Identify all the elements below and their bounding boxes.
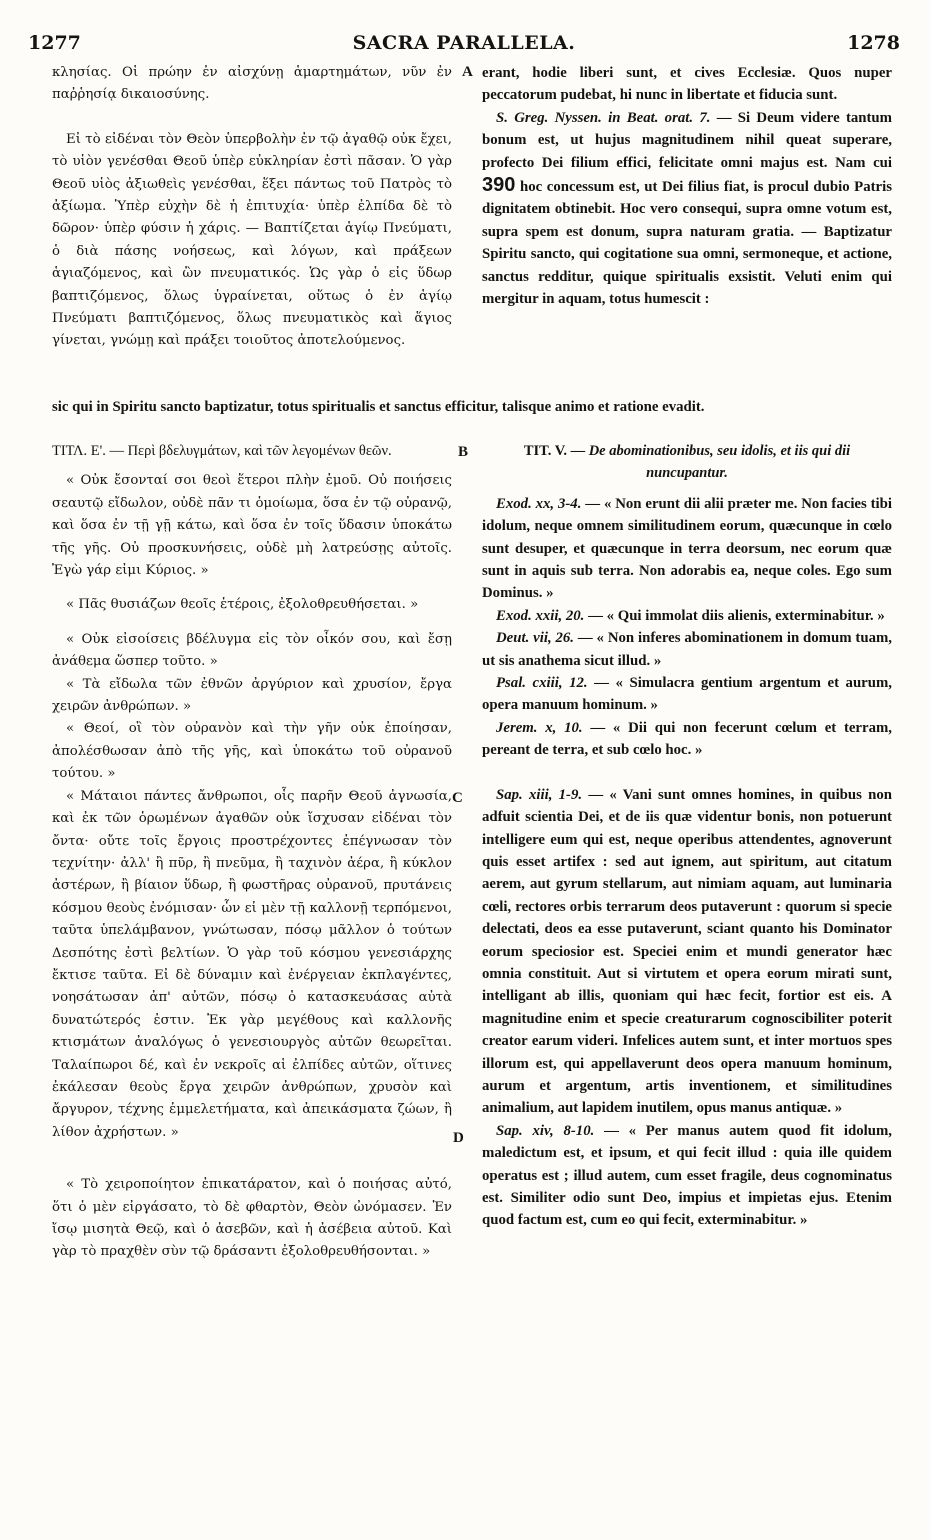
latin-quote [482, 717, 892, 762]
running-title: SACRA PARALLELA. [352, 32, 576, 54]
latin-text: — « Dii qui non fecerunt cœlum et terram, pereant de terra, et sub cœlo hoc. » [482, 719, 892, 759]
scripture-reference: Deut. vii, 26. [496, 630, 575, 647]
latin-quote [482, 672, 892, 717]
page-number-left: 1277 [28, 32, 81, 54]
greek-quote: « Μάταιοι πάντες ἄνθρωποι, οἷς παρῆν Θεοῦ ἀγνωσία, καὶ ἐκ τῶν ὁρωμένων ἀγαθῶν οὐκ ἴσχυσαν εἰδέναι τὸν ὄντα· οὔτε τοῖς ἔργοις προστρέχοντες ἐπέγνωσαν τὸν τεχνίτην· ἀλλ' ἢ πῦρ, ἢ πνεῦμα, ἢ ταχινὸν ἀέρα, ἢ κύκλον ἀστέρων, ἢ βίαιον ὕδωρ, ἢ φωστῆρας οὐρανοῦ, πρυτάνεις κόσμου θεοὺς ἐνόμισαν· ὧν εἰ μὲν τῇ καλλονῇ τερπόμενοι, ταῦτα ὑπελάμβανον, γνώτωσαν, πόσῳ μᾶλλον ὁ τούτων Δεσπότης ἐστὶ βελτίων. Ὁ γὰρ τοῦ κόσμου γενεσιάρχης ἔκτισε ταῦτα. Εἰ δὲ δύναμιν καὶ ἐνέργειαν ἐκπλαγέντες, νοησάτωσαν ἀπ' αὐτῶν, πόσῳ ὁ κατασκευάσας αὐτὰ δυνατώτερός ἐστιν. Ἐκ γὰρ μεγέθους καὶ καλλονῆς κτισμάτων ἀναλόγως ὁ γενεσιουργὸς αὐτῶν θεωρεῖται. Ταλαίπωροι δέ, καὶ ἐν νεκροῖς αἱ ἐλπίδες αὐτῶν, οἵτινες ἐκάλεσαν θεοὺς ἔργα χειρῶν ἀνθρώπων, χρυσὸν καὶ ἄργυρον, τέχνης ἐμμελετήματα, καὶ ἀπεικάσματα ζώων, ἢ λίθον ἀχρήστων. » [52, 788, 452, 1140]
latin-text: — « Per manus autem quod fit idolum, maledictum est, et ipsum, et qui fecit illud : quia ille quidem operatus est ; illud autem, cum esset fragile, deus cognominatus est. Similiter odio sunt Deo, impius et impietas ejus. Etenim quod factum est, cum eo qui fecit, exterminabitur. » [482, 1122, 892, 1229]
scripture-reference: Psal. cxiii, 12. [496, 675, 588, 692]
section-title-greek: ΤΙΤΛ. Ε'. — Περὶ βδελυγμάτων, καὶ τῶν λεγομένων θεῶν. [52, 443, 392, 459]
latin-paragraph [482, 107, 892, 311]
full-width-line: sic qui in Spiritu sancto baptizatur, totus spiritualis et sanctus efficitur, talisque animo et ratione evadit. [52, 399, 705, 415]
greek-quote: « Τὸ χειροποίητον ἐπικατάρατον, καὶ ὁ ποιήσας αὐτό, ὅτι ὁ μὲν εἰργάσατο, τὸ δὲ φθαρτὸν, Θεὸν ὠνόμασεν. Ἐν ἴσῳ μισητὰ Θεῷ, καὶ ὁ ἀσεβῶν, καὶ ἡ ἀσέβεια αὐτοῦ. Καὶ γὰρ τὸ πραχθὲν σὺν τῷ δράσαντι ἐξολοθρευθήσονται. » [52, 1177, 452, 1260]
latin-quote [482, 784, 892, 1120]
latin-quote [482, 493, 892, 605]
latin-quote [482, 627, 892, 672]
latin-text: — « Non erunt dii alii præter me. Non facies tibi idolum, neque omnem similitudinem eorum, quæcunque in cœlo sunt desuper, et quæcunque in terra deorsum, nec eorum quæ sunt in aquis sub terra. Non adorabis ea, neque coles. Ego sum Dominus. » [482, 495, 892, 602]
margin-letter-d: D [453, 1130, 464, 1146]
greek-quote: « Πᾶς θυσιάζων θεοῖς ἑτέροις, ἐξολοθρευθήσεται. » [66, 597, 419, 613]
greek-quote: « Οὐκ εἰσοίσεις βδέλυγμα εἰς τὸν οἶκόν σου, καὶ ἔσῃ ἀνάθεμα ὥσπερ τοῦτο. » [52, 631, 452, 670]
latin-paragraph: erant, hodie liberi sunt, et cives Ecclesiæ. Quos nuper peccatorum pudebat, hi nunc in libertate et fiducia sunt. [482, 65, 892, 104]
greek-quote: « Οὐκ ἔσονταί σοι θεοὶ ἕτεροι πλὴν ἐμοῦ. Οὐ ποιήσεις σεαυτῷ εἴδωλον, οὐδὲ πᾶν τι ὁμοίωμα, ὅσα ἐν τῷ οὐρανῷ, καὶ ὅσα ἐν τῇ γῇ κάτω, καὶ ὅσα ἐν τοῖς ὕδασιν ὑποκάτω τῆς γῆς. Οὐ προσκυνήσεις, οὐδὲ μὴ λατρεύσῃς αὐτοῖς. Ἐγὼ γάρ εἰμι Κύριος. » [52, 473, 452, 579]
latin-quote [482, 605, 892, 627]
latin-text: — « Qui immolat diis alienis, exterminabitur. » [588, 607, 885, 624]
latin-text: hoc concessum est, ut Dei filius fiat, is procul dubio Patris dignitatem obtinebit. Hoc vero consequi, supra omne votum est, supra spem est donum, supra naturam gratia. — Baptizatur Spiritu sancto, qui cogitatione sua omni, sermoneque, et actione, sanctus redditur, quique spiritualis exsistit. Veluti enim qui mergitur in aquam, totus humescit : [482, 179, 892, 308]
scripture-reference: Sap. xiii, 1-9. [496, 786, 583, 803]
citation: S. Greg. Nyssen. in Beat. orat. 7. [496, 109, 711, 126]
scripture-reference: Exod. xxii, 20. [496, 607, 585, 624]
latin-quote [482, 1120, 892, 1232]
page-number-right: 1278 [847, 32, 900, 54]
section-title-latin [482, 440, 892, 485]
latin-text: — Si Deum videre tantum bonum est, ut hujus magnitudinem nihil queat superare, profecto Dei filium effici, felicitate omni majus est. Nam cui [482, 109, 892, 171]
greek-column [52, 440, 452, 1470]
latin-text: — « Simulacra gentium argentum et aurum, opera manuum hominum. » [482, 675, 892, 714]
greek-paragraph: κλησίας. Οἱ πρώην ἐν αἰσχύνῃ ἁμαρτημάτων, νῦν ἐν παῤῥησίᾳ δικαιοσύνης. [52, 65, 452, 103]
scripture-reference: Jerem. x, 10. [496, 719, 583, 736]
scripture-reference: Exod. xx, 3-4. [496, 495, 582, 512]
latin-column [482, 440, 892, 1490]
margin-letter-a: A [462, 64, 473, 80]
margin-letter-b: B [458, 444, 469, 460]
scripture-reference: Sap. xiv, 8-10. [496, 1122, 595, 1139]
greek-quote: « Θεοί, οἳ τὸν οὐρανὸν καὶ τὴν γῆν οὐκ ἐποίησαν, ἀπολέσθωσαν ἀπὸ τῆς γῆς, καὶ ὑποκάτω τοῦ οὐρανοῦ τούτου. » [52, 721, 452, 782]
margin-letter-c: C [452, 790, 463, 806]
greek-paragraph: Εἰ τὸ εἰδέναι τὸν Θεὸν ὑπερβολὴν ἐν τῷ ἀγαθῷ οὐκ ἔχει, τὸ υἱὸν γενέσθαι Θεοῦ ὑπὲρ εὐκληρίαν ἐστὶ πᾶσαν. Ὁ γὰρ Θεοῦ υἱὸς ἀξιωθεὶς γενέσθαι, ἕξει πάντως τοῦ Πατρὸς τὸ ἀξίωμα. Ὑπὲρ εὐχὴν δὲ ἡ ἐπιτυχία· ὑπὲρ ἐλπίδα δὲ τὸ δῶρον· ὑπὲρ φύσιν ἡ χάρις. — Βαπτίζεται ἁγίῳ Πνεύματι, ὁ διὰ πάσης νοήσεως, καὶ λόγων, καὶ πράξεων ἁγιαζόμενος, καὶ ὢν πνευματικός. Ὡς γὰρ ὁ εἰς ὕδωρ βαπτιζόμενος, ὅλως ὑγραίνεται, οὕτως ὁ ἐν ἁγίῳ Πνεύματι βαπτιζόμενος, ὅλως πνευματικὸς καὶ ἅγιος γίνεται, γνώμῃ καὶ πράξει τοιοῦτος ἀποτελούμενος. [52, 131, 452, 349]
latin-block-top [482, 62, 892, 380]
greek-block-top [52, 62, 452, 396]
column-number: 390 [482, 174, 516, 197]
latin-text: — « Vani sunt omnes homines, in quibus non adfuit scientia Dei, et de iis quæ videntur bonis, non potuerunt intelligere eum qui est, neque operibus attendentes, agnoverunt quis esset artifex : sed aut ignem, aut spiritum, aut citatum aerem, aut gyrum stellarum, aut nimiam aquam, aut luminaria cœli, rectores orbis terrarum deos putaverunt : quorum si specie delectati, deos ea esse putaverunt, sciant quanto his Dominator eorum speciosior est. Speciei enim et mundi generator hæc omnia constituit. Aut si virtutem et opera eorum mirati sunt, intelligant ab illis, quoniam qui hæc fecit, fortior est eis. A magnitudine enim et specie creaturarum cognoscibiliter poterit creator earum videri. Infelices autem sunt, et inter mortuos spes illorum est, qui appellaverunt deos opera manuum hominum, aurum et argentum, artis inventionem, et similitudines animalium, aut lapidem inutilem, opus manus antiquæ. » [482, 786, 892, 1117]
latin-text: — « Non inferes abominationem in domum tuam, ut sis anathema sicut illud. » [482, 630, 892, 669]
greek-quote: « Τὰ εἴδωλα τῶν ἐθνῶν ἀργύριον καὶ χρυσίον, ἔργα χειρῶν ἀνθρώπων. » [52, 676, 452, 715]
running-header [28, 32, 900, 60]
title-text: De abominationibus, seu idolis, et iis qui dii nuncupantur. [588, 443, 851, 482]
title-number: TIT. V. — [523, 443, 586, 459]
